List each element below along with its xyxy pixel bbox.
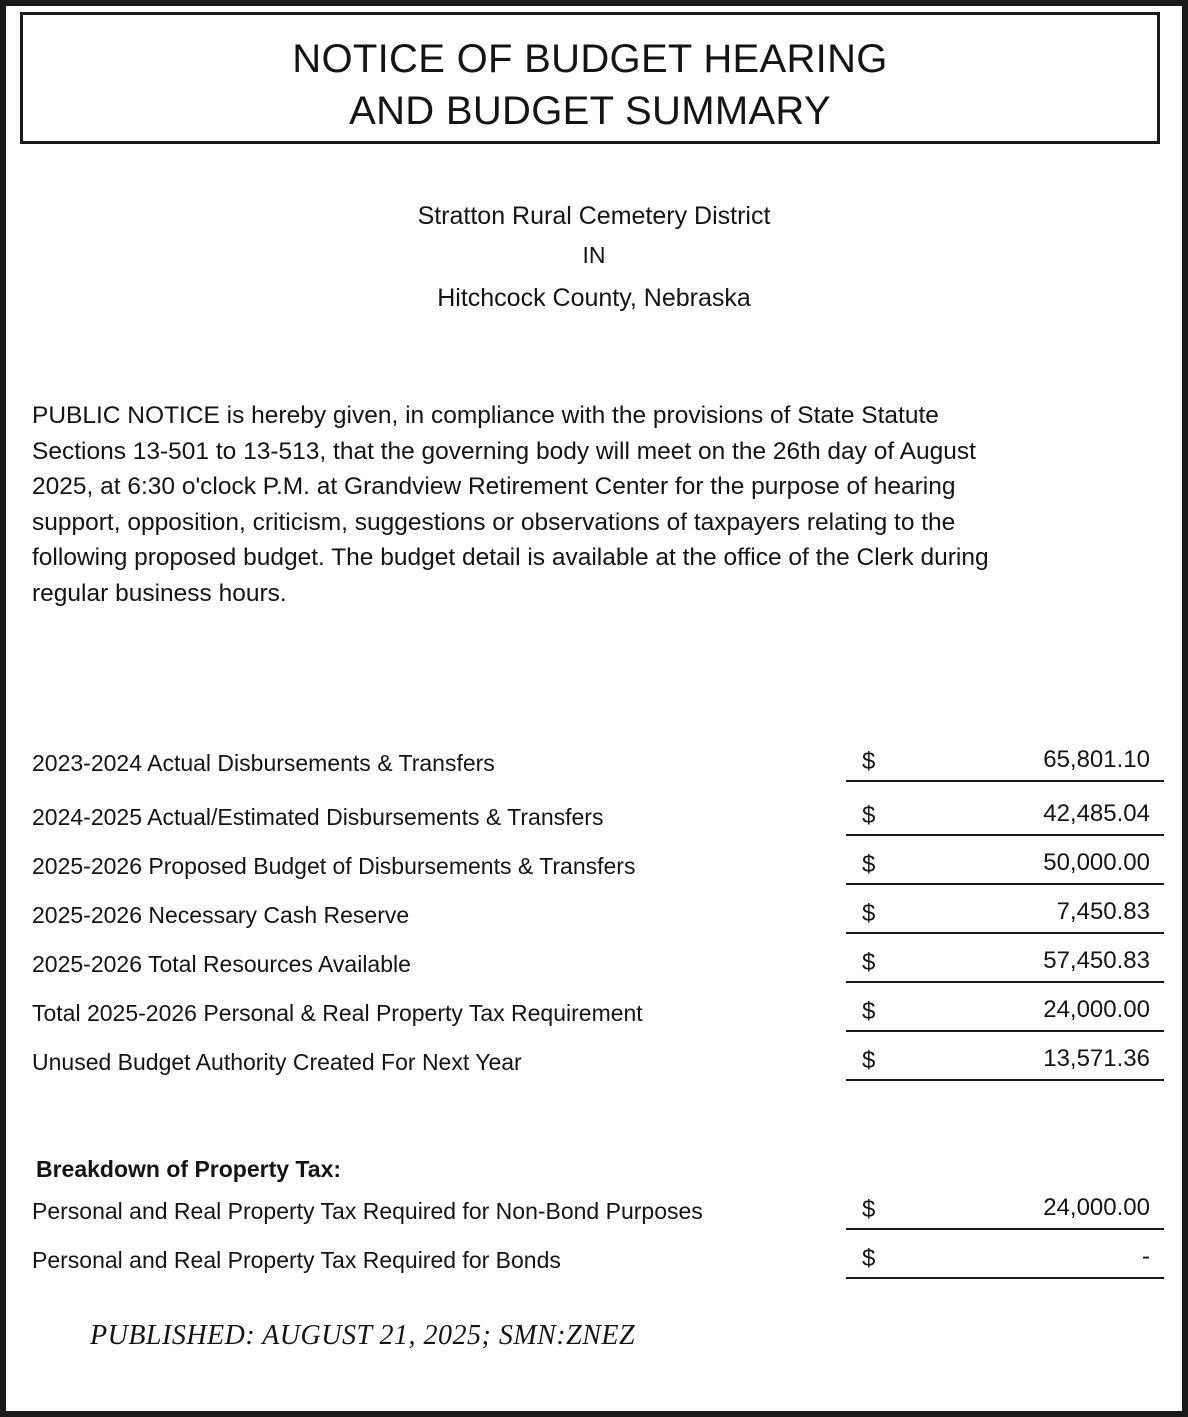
dollar-sign: $: [862, 998, 876, 1025]
row-amount: 57,450.83: [1043, 947, 1150, 974]
public-notice-paragraph: [32, 398, 1152, 611]
underline: [846, 883, 1164, 885]
row-label: 2023-2024 Actual Disbursements & Transfers: [32, 750, 495, 776]
row-amount: 24,000.00: [1043, 1194, 1150, 1221]
notice-line: following proposed budget. The budget detail is available at the office of the Clerk during: [32, 544, 989, 571]
summary-row: [6, 845, 1182, 885]
summary-row: [6, 742, 1182, 782]
row-label: Total 2025-2026 Personal & Real Property Tax Requirement: [32, 1000, 643, 1026]
row-amount: 50,000.00: [1043, 849, 1150, 876]
row-label: Personal and Real Property Tax Required for Bonds: [32, 1247, 561, 1273]
row-label: 2024-2025 Actual/Estimated Disbursements & Transfers: [32, 804, 604, 830]
notice-line: Sections 13-501 to 13-513, that the governing body will meet on the 26th day of August: [32, 437, 976, 465]
row-label: Personal and Real Property Tax Required for Non-Bond Purposes: [32, 1198, 703, 1224]
underline: [846, 780, 1164, 782]
title-line-2: AND BUDGET SUMMARY: [349, 89, 831, 133]
notice-line: 2025, at 6:30 o'clock P.M. at Grandview Retirement Center for the purpose of hearing: [32, 473, 956, 500]
summary-row: [6, 796, 1182, 836]
summary-row: [6, 943, 1182, 983]
dollar-sign: $: [862, 851, 876, 878]
dollar-sign: $: [862, 1245, 876, 1272]
underline: [846, 932, 1164, 934]
notice-line: support, opposition, criticism, suggestions or observations of taxpayers relating to the: [32, 508, 956, 536]
summary-row: [6, 894, 1182, 934]
entity-location: Hitchcock County, Nebraska: [437, 284, 751, 312]
published-line: PUBLISHED: AUGUST 21, 2025; SMN:ZNEZ: [90, 1320, 636, 1351]
row-amount: 65,801.10: [1043, 746, 1150, 773]
row-amount: 42,485.04: [1043, 800, 1150, 827]
breakdown-row: [6, 1190, 1182, 1230]
row-label: 2025-2026 Proposed Budget of Disbursements & Transfers: [32, 853, 636, 879]
underline: [846, 1079, 1164, 1081]
summary-row: [6, 1041, 1182, 1081]
underline: [846, 981, 1164, 983]
dollar-sign: $: [862, 748, 876, 775]
dollar-sign: $: [862, 900, 876, 927]
underline: [846, 1277, 1164, 1279]
breakdown-row: [6, 1239, 1182, 1279]
row-amount: 7,450.83: [1056, 898, 1150, 925]
row-label: 2025-2026 Necessary Cash Reserve: [32, 902, 410, 928]
title-line-1: NOTICE OF BUDGET HEARING: [292, 37, 888, 81]
row-label: 2025-2026 Total Resources Available: [32, 951, 411, 977]
summary-row: [6, 992, 1182, 1032]
underline: [846, 1228, 1164, 1230]
dollar-sign: $: [862, 949, 876, 976]
row-amount: 24,000.00: [1043, 996, 1150, 1023]
notice-line: regular business hours.: [32, 579, 287, 607]
notice-line: PUBLIC NOTICE is hereby given, in compliance with the provisions of State Statute: [32, 402, 939, 429]
dollar-sign: $: [862, 802, 876, 829]
underline: [846, 1030, 1164, 1032]
dollar-sign: $: [862, 1196, 876, 1223]
row-amount: -: [1142, 1243, 1150, 1270]
row-amount: 13,571.36: [1043, 1045, 1150, 1072]
entity-in: IN: [582, 242, 606, 268]
entity-name: Stratton Rural Cemetery District: [417, 202, 771, 230]
breakdown-heading: Breakdown of Property Tax:: [36, 1156, 342, 1182]
title-box: [20, 12, 1160, 144]
underline: [846, 834, 1164, 836]
row-label: Unused Budget Authority Created For Next Year: [32, 1049, 522, 1075]
dollar-sign: $: [862, 1047, 876, 1074]
